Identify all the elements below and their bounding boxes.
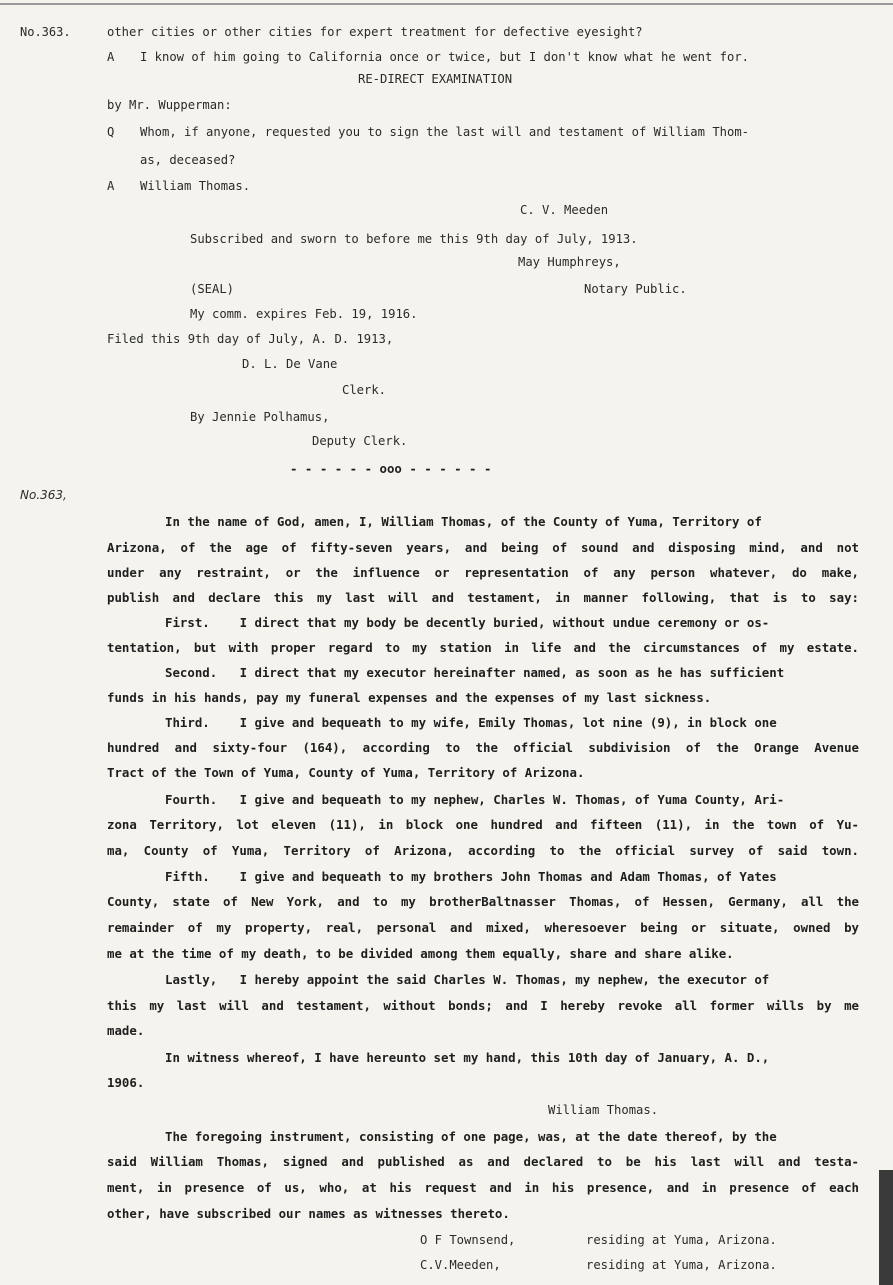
answer-text-2: William Thomas.: [140, 179, 251, 193]
will-second-line-2: funds in his hands, pay my funeral expenses and the expenses of my last sickness.: [107, 690, 712, 705]
will-fourth-line-3: ma, County of Yuma, Territory of Arizona, according to the official survey of said town.: [107, 843, 859, 858]
will-third-line-2: hundred and sixty-four (164), according to the official subdivision of the Orange Avenue: [107, 740, 859, 755]
witness-clause-line-2: 1906.: [107, 1075, 145, 1090]
will-first-line-2: tentation, but with proper regard to my station in life and the circumstances of my estate.: [107, 640, 859, 655]
page-number-margin: No.363.: [20, 25, 71, 39]
will-lastly-line-2: this my last will and testament, without bonds; and I hereby revoke all former wills by me: [107, 998, 859, 1013]
will-first-line-1: First. I direct that my body be decently buried, without undue ceremony or os-: [165, 615, 770, 630]
scan-binding-edge: [879, 1170, 893, 1285]
section-heading: RE-DIRECT EXAMINATION: [358, 72, 513, 86]
examiner-line: by Mr. Wupperman:: [107, 98, 232, 112]
seal-label: (SEAL): [190, 282, 235, 296]
witness-clause-line-1: In witness whereof, I have hereunto set my hand, this 10th day of January, A. D.,: [165, 1050, 770, 1065]
commission-expiry: My comm. expires Feb. 19, 1916.: [190, 307, 418, 321]
answer-label: A: [107, 50, 115, 64]
filed-line: Filed this 9th day of July, A. D. 1913,: [107, 332, 394, 346]
will-second-line-1: Second. I direct that my executor hereinafter named, as soon as he has sufficient: [165, 665, 785, 680]
will-intro-line-1: In the name of God, amen, I, William Thomas, of the County of Yuma, Territory of: [165, 514, 762, 529]
witness-name: O F Townsend,: [420, 1233, 516, 1247]
will-fourth-line-2: zona Territory, lot eleven (11), in block one hundred and fifteen (11), in the town of Yu-: [107, 817, 859, 832]
notary-title: Notary Public.: [584, 282, 687, 296]
will-fifth-line-4: me at the time of my death, to be divided among them equally, share and share alike.: [107, 946, 734, 961]
question-text-2: as, deceased?: [140, 153, 236, 167]
will-lastly-line-1: Lastly, I hereby appoint the said Charles W. Thomas, my nephew, the executor of: [165, 972, 770, 987]
testator-signature: William Thomas.: [548, 1103, 659, 1117]
attestation-line-3: ment, in presence of us, who, at his request and in his presence, and in presence of each: [107, 1180, 859, 1195]
will-lastly-line-3: made.: [107, 1023, 145, 1038]
question-text-1: Whom, if anyone, requested you to sign the last will and testament of William Thom-: [140, 125, 750, 139]
attestation-line-4: other, have subscribed our names as witnesses thereto.: [107, 1206, 510, 1221]
will-third-line-3: Tract of the Town of Yuma, County of Yuma, Territory of Arizona.: [107, 765, 585, 780]
will-intro-line-4: publish and declare this my last will and testament, in manner following, that is to say:: [107, 590, 859, 605]
section-separator: - - - - - - ooo - - - - - -: [290, 461, 492, 476]
will-fifth-line-3: remainder of my property, real, personal and mixed, wheresoever being or situate, owned by: [107, 920, 859, 935]
question-label: Q: [107, 125, 115, 139]
witness-residence: residing at Yuma, Arizona.: [586, 1233, 777, 1247]
attestation-line-1: The foregoing instrument, consisting of one page, was, at the date thereof, by the: [165, 1129, 777, 1144]
witness-residence: residing at Yuma, Arizona.: [586, 1258, 777, 1272]
deputy-name: By Jennie Polhamus,: [190, 410, 330, 424]
will-fourth-line-1: Fourth. I give and bequeath to my nephew, Charles W. Thomas, of Yuma County, Ari-: [165, 792, 785, 807]
will-margin-number: No.363,: [20, 488, 67, 502]
page-top-rule: [0, 3, 893, 5]
will-fifth-line-2: County, state of New York, and to my brotherBaltnasser Thomas, of Hessen, Germany, all the: [107, 894, 859, 909]
notary-name: May Humphreys,: [518, 255, 621, 269]
will-intro-line-3: under any restraint, or the influence or representation of any person whatever, do make,: [107, 565, 859, 580]
clerk-title: Clerk.: [342, 383, 387, 397]
will-third-line-1: Third. I give and bequeath to my wife, Emily Thomas, lot nine (9), in block one: [165, 715, 777, 730]
answer-text: I know of him going to California once or twice, but I don't know what he went for.: [140, 50, 750, 64]
will-fifth-line-1: Fifth. I give and bequeath to my brothers John Thomas and Adam Thomas, of Yates: [165, 869, 777, 884]
witness-name: C.V.Meeden,: [420, 1258, 501, 1272]
attestation-line-2: said William Thomas, signed and published as and declared to be his last will and testa-: [107, 1154, 859, 1169]
testimony-line: other cities or other cities for expert treatment for defective eyesight?: [107, 25, 643, 39]
clerk-name: D. L. De Vane: [242, 357, 338, 371]
answer-label-2: A: [107, 179, 115, 193]
affiant-signature: C. V. Meeden: [520, 203, 609, 217]
will-intro-line-2: Arizona, of the age of fifty-seven years, and being of sound and disposing mind, and not: [107, 540, 859, 555]
deputy-title: Deputy Clerk.: [312, 434, 408, 448]
jurat-line: Subscribed and sworn to before me this 9th day of July, 1913.: [190, 232, 638, 246]
